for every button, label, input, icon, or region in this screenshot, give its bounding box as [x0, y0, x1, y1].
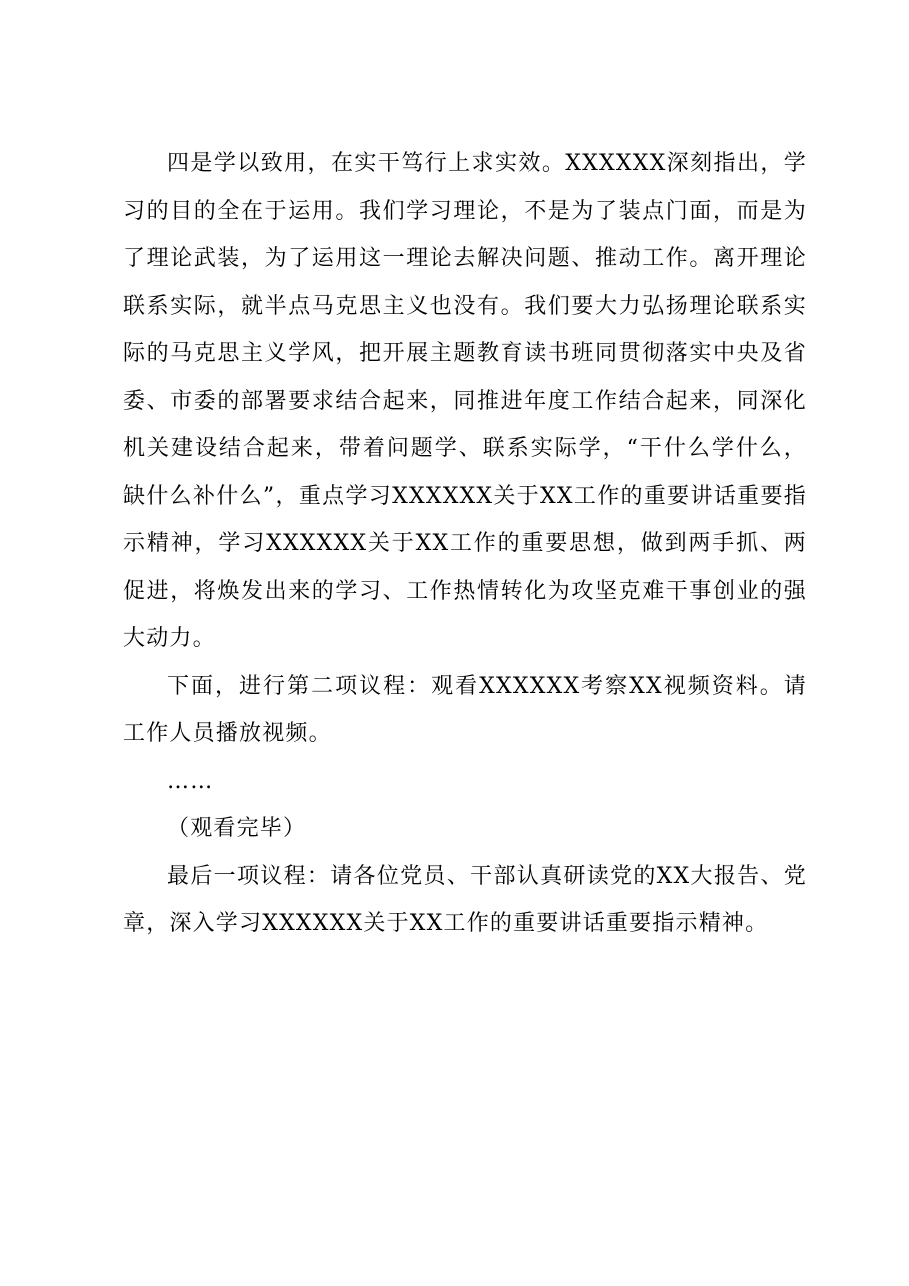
document-body: [123, 140, 807, 948]
paragraph-final-agenda: 最后一项议程：请各位党员、干部认真研读党的XX大报告、党章，深入学习XXXXXX关于XX工作的重要讲话重要指示精神。: [123, 863, 807, 936]
paragraph-viewing-complete: （观看完毕）: [167, 816, 307, 841]
paragraph-study-application: 四是学以致用，在实干笃行上求实效。XXXXXX深刻指出，学习的目的全在于运用。我们学习理论，不是为了装点门面，而是为了理论武装，为了运用这一理论去解决问题、推动工作。离开理论联系实际，就半点马克思主义也没有。我们要大力弘扬理论联系实际的马克思主义学风，把开展主题教育读书班同贯彻落实中央及省委、市委的部署要求结合起来，同推进年度工作结合起来，同深化机关建设结合起来，带着问题学、联系实际学，“干什么学什么，缺什么补什么”，重点学习XXXXXX关于XX工作的重要讲话重要指示精神，学习XXXXXX关于XX工作的重要思想，做到两手抓、两促进，将焕发出来的学习、工作热情转化为攻坚克难干事创业的强大动力。: [123, 151, 807, 651]
paragraph-ellipsis: ……: [167, 768, 214, 794]
paragraph-second-agenda: 下面，进行第二项议程：观看XXXXXX考察XX视频资料。请工作人员播放视频。: [123, 673, 807, 746]
